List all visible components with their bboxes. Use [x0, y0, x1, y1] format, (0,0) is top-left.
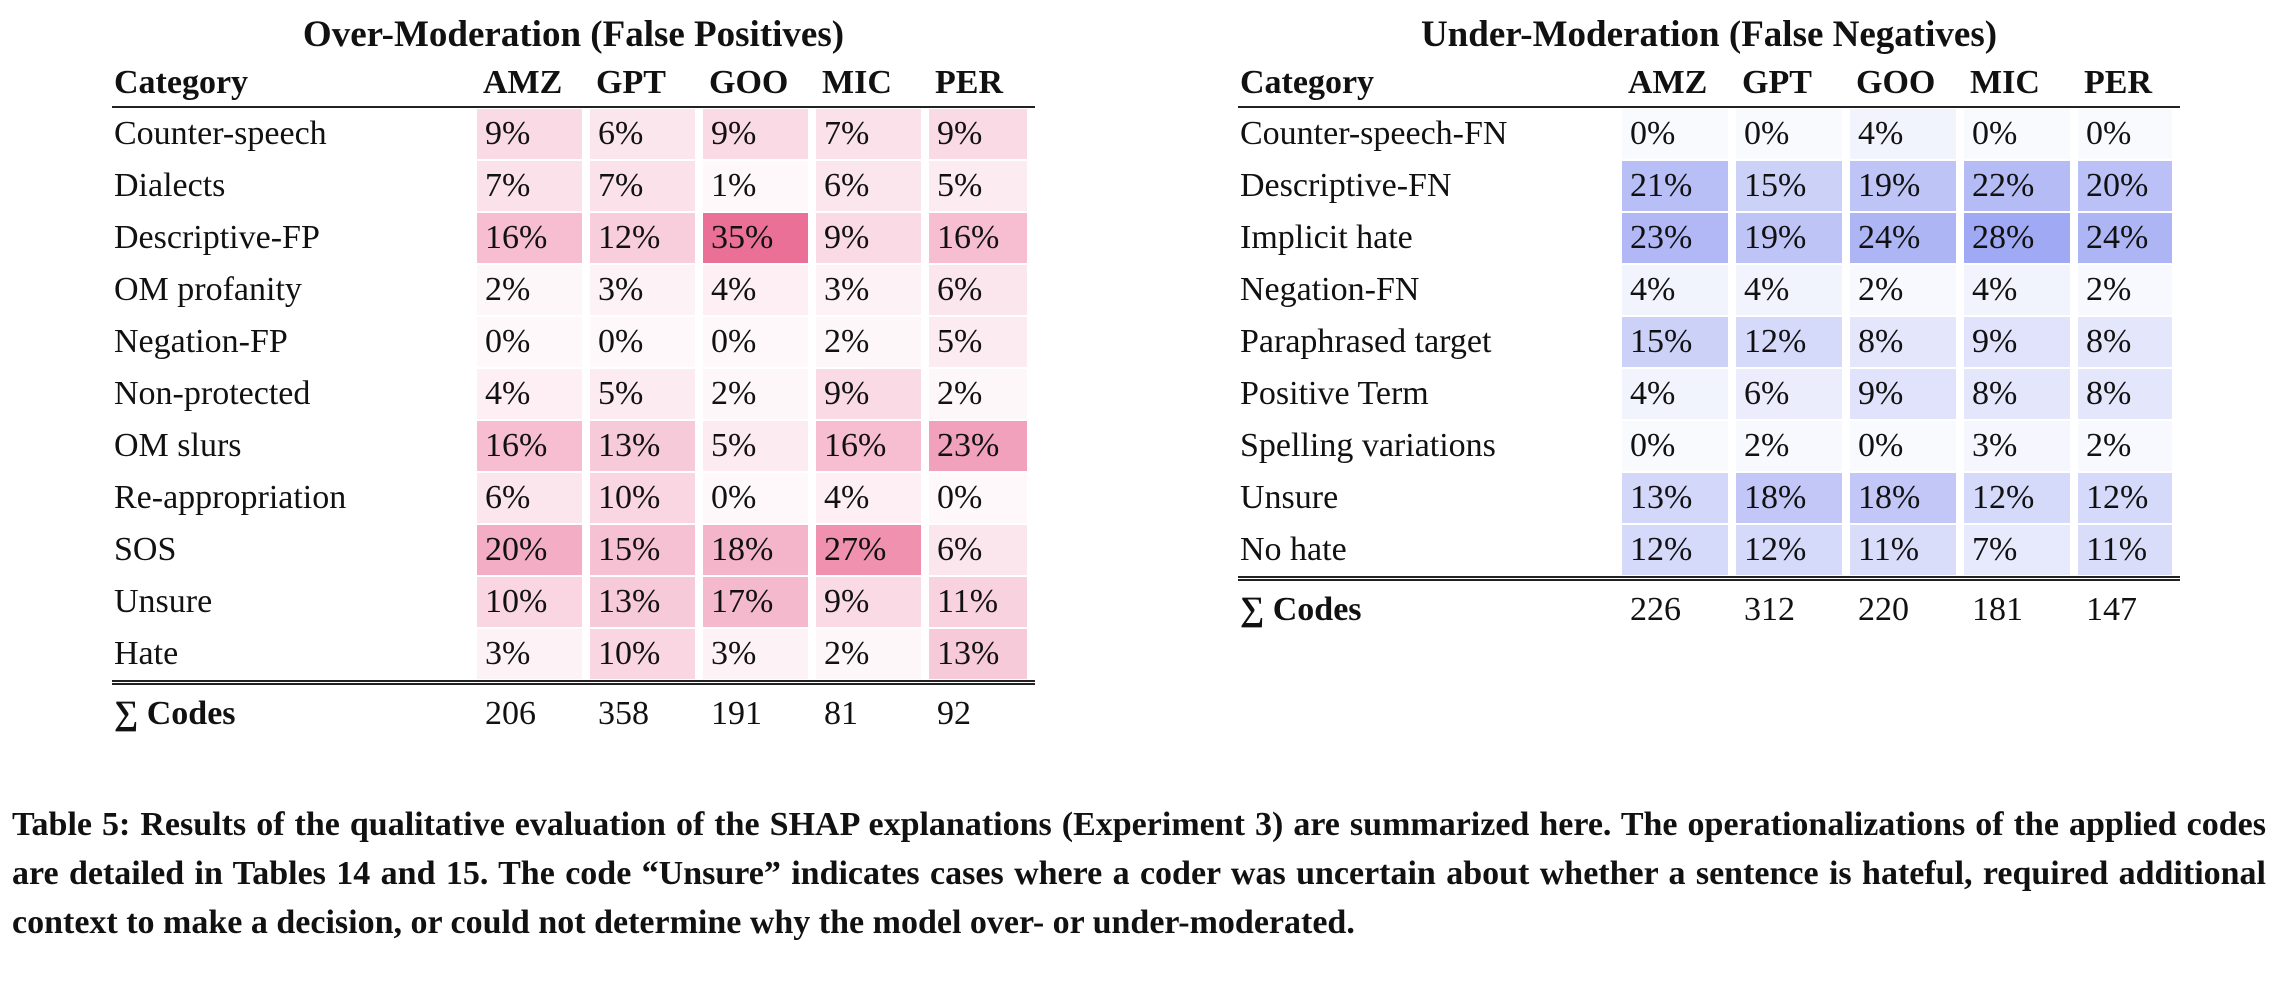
cell-amz [1622, 316, 1736, 368]
table-row [112, 524, 1035, 576]
header-mic: MIC [816, 58, 929, 108]
sum-mic [816, 680, 929, 743]
cell-value: 3% [1964, 421, 2070, 471]
cell-gpt [1736, 108, 1850, 160]
cell-value: 9% [477, 109, 582, 159]
cell-mic [816, 576, 929, 628]
cell-value: 10% [477, 577, 582, 627]
cell-goo [1850, 472, 1964, 524]
cell-amz [477, 368, 590, 420]
cell-value: 0% [1736, 109, 1842, 159]
cell-value: 0% [2078, 109, 2172, 159]
cell-value: 7% [590, 161, 695, 211]
under-moderation-title: Under-Moderation (False Negatives) [1420, 14, 1998, 55]
cell-value: 23% [1622, 213, 1728, 263]
cell-value: 8% [2078, 369, 2172, 419]
table-row [112, 576, 1035, 628]
table-row [1238, 368, 2180, 420]
cell-value: 4% [477, 369, 582, 419]
cell-value: 4% [1622, 265, 1728, 315]
cell-value: 11% [1850, 525, 1956, 575]
cell-value: 10% [590, 629, 695, 679]
cell-goo [1850, 316, 1964, 368]
row-category: Paraphrased target [1240, 323, 1492, 360]
row-category: OM profanity [114, 271, 302, 308]
cell-value: 21% [1622, 161, 1728, 211]
row-category: Spelling variations [1240, 427, 1496, 464]
cell-gpt [590, 576, 703, 628]
cell-mic [816, 368, 929, 420]
sum-value: 206 [485, 695, 536, 732]
table-row [1238, 264, 2180, 316]
cell-mic [1964, 472, 2078, 524]
table-row [112, 628, 1035, 680]
cell-amz [1622, 264, 1736, 316]
cell-value: 20% [477, 525, 582, 575]
cell-value: 4% [703, 265, 808, 315]
cell-mic [816, 316, 929, 368]
sum-gpt [1736, 576, 1850, 639]
cell-amz [477, 212, 590, 264]
cell-per [2078, 420, 2180, 472]
cell-value: 0% [703, 317, 808, 367]
cell-value: 16% [816, 421, 921, 471]
sum-value: 92 [937, 695, 971, 732]
header-gpt: GPT [1736, 58, 1850, 108]
cell-value: 11% [929, 577, 1027, 627]
cell-value: 0% [1622, 421, 1728, 471]
cell-value: 0% [703, 473, 808, 523]
sum-goo [1850, 576, 1964, 639]
cell-value: 2% [816, 317, 921, 367]
table-row [1238, 108, 2180, 160]
cell-amz [477, 160, 590, 212]
cell-goo [1850, 108, 1964, 160]
cell-per [929, 628, 1035, 680]
sum-goo [703, 680, 816, 743]
cell-value: 2% [816, 629, 921, 679]
header-goo: GOO [703, 58, 816, 108]
cell-value: 8% [2078, 317, 2172, 367]
cell-amz [477, 316, 590, 368]
cell-value: 2% [477, 265, 582, 315]
row-category: Negation-FN [1240, 271, 1420, 308]
cell-value: 5% [929, 317, 1027, 367]
cell-value: 24% [1850, 213, 1956, 263]
header-gpt: GPT [590, 58, 703, 108]
cell-value: 11% [2078, 525, 2172, 575]
sum-value: 181 [1972, 591, 2023, 628]
cell-per [929, 420, 1035, 472]
cell-amz [477, 628, 590, 680]
cell-gpt [590, 108, 703, 160]
under-moderation-panel [1238, 12, 2180, 639]
header-per: PER [929, 58, 1035, 108]
cell-goo [703, 420, 816, 472]
cell-gpt [590, 472, 703, 524]
cell-goo [1850, 524, 1964, 576]
cell-amz [477, 108, 590, 160]
cell-amz [477, 264, 590, 316]
cell-value: 6% [816, 161, 921, 211]
cell-gpt [590, 524, 703, 576]
cell-mic [816, 108, 929, 160]
cell-value: 0% [1850, 421, 1956, 471]
cell-gpt [1736, 524, 1850, 576]
cell-gpt [1736, 160, 1850, 212]
row-category: No hate [1240, 531, 1347, 568]
sum-per [929, 680, 1035, 743]
cell-value: 6% [1736, 369, 1842, 419]
sum-value: 220 [1858, 591, 1909, 628]
cell-amz [477, 576, 590, 628]
cell-value: 15% [1736, 161, 1842, 211]
header-amz: AMZ [477, 58, 590, 108]
cell-value: 12% [2078, 473, 2172, 523]
row-category: Re-appropriation [114, 479, 347, 516]
cell-goo [703, 160, 816, 212]
cell-value: 12% [590, 213, 695, 263]
cell-value: 13% [590, 421, 695, 471]
cell-amz [477, 524, 590, 576]
cell-goo [703, 576, 816, 628]
cell-value: 5% [929, 161, 1027, 211]
cell-amz [1622, 212, 1736, 264]
cell-mic [1964, 524, 2078, 576]
cell-goo [1850, 264, 1964, 316]
cell-value: 3% [477, 629, 582, 679]
sum-gpt [590, 680, 703, 743]
cell-per [2078, 264, 2180, 316]
header-category: Category [1238, 58, 1622, 108]
table-row [1238, 160, 2180, 212]
cell-mic [816, 212, 929, 264]
cell-gpt [1736, 472, 1850, 524]
header-category: Category [112, 58, 477, 108]
table-header-row [112, 58, 1035, 108]
cell-value: 16% [477, 421, 582, 471]
cell-goo [703, 472, 816, 524]
cell-per [2078, 212, 2180, 264]
cell-gpt [590, 368, 703, 420]
sum-value: 358 [598, 695, 649, 732]
cell-value: 7% [816, 109, 921, 159]
cell-mic [1964, 264, 2078, 316]
cell-value: 2% [1736, 421, 1842, 471]
cell-per [2078, 524, 2180, 576]
row-category: Non-protected [114, 375, 311, 412]
cell-value: 9% [703, 109, 808, 159]
cell-value: 4% [1736, 265, 1842, 315]
cell-goo [1850, 368, 1964, 420]
cell-mic [816, 160, 929, 212]
cell-mic [816, 472, 929, 524]
cell-value: 6% [477, 473, 582, 523]
row-category: Hate [114, 635, 179, 672]
table-row [1238, 472, 2180, 524]
cell-value: 10% [590, 473, 695, 523]
cell-value: 4% [1964, 265, 2070, 315]
cell-value: 15% [590, 525, 695, 575]
table-row [112, 160, 1035, 212]
table-row [112, 368, 1035, 420]
cell-value: 22% [1964, 161, 2070, 211]
cell-per [929, 316, 1035, 368]
over-moderation-panel [112, 12, 1035, 743]
cell-value: 5% [703, 421, 808, 471]
cell-per [929, 212, 1035, 264]
cell-value: 18% [1850, 473, 1956, 523]
row-category: Descriptive-FP [114, 219, 320, 256]
cell-per [929, 108, 1035, 160]
cell-value: 9% [816, 213, 921, 263]
cell-gpt [1736, 264, 1850, 316]
cell-amz [1622, 420, 1736, 472]
cell-mic [816, 524, 929, 576]
cell-mic [1964, 212, 2078, 264]
cell-gpt [1736, 316, 1850, 368]
row-category: Unsure [114, 583, 213, 620]
cell-gpt [590, 160, 703, 212]
cell-per [929, 160, 1035, 212]
sum-value: 226 [1630, 591, 1681, 628]
cell-value: 4% [816, 473, 921, 523]
cell-gpt [590, 420, 703, 472]
cell-amz [1622, 108, 1736, 160]
cell-amz [1622, 524, 1736, 576]
sum-codes-row [1238, 576, 2180, 639]
over-moderation-table [112, 58, 1035, 743]
cell-goo [703, 108, 816, 160]
table-row [1238, 212, 2180, 264]
cell-amz [1622, 472, 1736, 524]
cell-value: 13% [1622, 473, 1728, 523]
cell-value: 7% [1964, 525, 2070, 575]
cell-value: 0% [590, 317, 695, 367]
cell-gpt [590, 212, 703, 264]
sum-amz [1622, 576, 1736, 639]
cell-per [929, 264, 1035, 316]
cell-value: 19% [1736, 213, 1842, 263]
row-category: Negation-FP [114, 323, 288, 360]
table-row [112, 212, 1035, 264]
cell-per [2078, 368, 2180, 420]
sum-codes-label: ∑ Codes [1238, 576, 1622, 639]
row-category: Counter-speech-FN [1240, 115, 1508, 152]
cell-gpt [1736, 212, 1850, 264]
cell-value: 8% [1964, 369, 2070, 419]
cell-value: 28% [1964, 213, 2070, 263]
cell-gpt [590, 316, 703, 368]
cell-mic [816, 420, 929, 472]
cell-amz [1622, 368, 1736, 420]
cell-gpt [590, 264, 703, 316]
cell-value: 0% [477, 317, 582, 367]
sum-mic [1964, 576, 2078, 639]
header-goo: GOO [1850, 58, 1964, 108]
cell-goo [1850, 160, 1964, 212]
cell-gpt [1736, 420, 1850, 472]
cell-mic [1964, 420, 2078, 472]
cell-value: 13% [929, 629, 1027, 679]
sum-value: 147 [2086, 591, 2137, 628]
cell-value: 17% [703, 577, 808, 627]
cell-value: 2% [2078, 421, 2172, 471]
cell-value: 0% [1964, 109, 2070, 159]
cell-goo [703, 212, 816, 264]
cell-goo [703, 264, 816, 316]
header-mic: MIC [1964, 58, 2078, 108]
cell-value: 12% [1736, 317, 1842, 367]
cell-gpt [590, 628, 703, 680]
cell-mic [1964, 108, 2078, 160]
cell-value: 18% [1736, 473, 1842, 523]
cell-value: 6% [929, 265, 1027, 315]
cell-value: 0% [1622, 109, 1728, 159]
cell-value: 18% [703, 525, 808, 575]
row-category: Counter-speech [114, 115, 327, 152]
sum-value: 191 [711, 695, 762, 732]
table-header-row [1238, 58, 2180, 108]
cell-mic [816, 264, 929, 316]
cell-goo [1850, 212, 1964, 264]
cell-value: 0% [929, 473, 1027, 523]
cell-goo [703, 368, 816, 420]
sum-codes-row [112, 680, 1035, 743]
cell-value: 1% [703, 161, 808, 211]
row-category: Unsure [1240, 479, 1339, 516]
cell-value: 4% [1622, 369, 1728, 419]
cell-value: 23% [929, 421, 1027, 471]
table-row [1238, 524, 2180, 576]
cell-per [2078, 316, 2180, 368]
cell-goo [1850, 420, 1964, 472]
cell-per [2078, 108, 2180, 160]
cell-value: 24% [2078, 213, 2172, 263]
cell-per [929, 524, 1035, 576]
cell-per [929, 368, 1035, 420]
cell-mic [1964, 316, 2078, 368]
over-moderation-title: Over-Moderation (False Positives) [302, 14, 845, 55]
cell-value: 35% [703, 213, 808, 263]
cell-value: 12% [1622, 525, 1728, 575]
sum-value: 312 [1744, 591, 1795, 628]
cell-value: 7% [477, 161, 582, 211]
row-category: Implicit hate [1240, 219, 1413, 256]
row-category: OM slurs [114, 427, 242, 464]
row-category: Descriptive-FN [1240, 167, 1452, 204]
cell-value: 9% [816, 369, 921, 419]
cell-per [929, 472, 1035, 524]
cell-value: 3% [816, 265, 921, 315]
table-caption: Table 5: Results of the qualitative evaluation of the SHAP explanations (Experiment 3) are summarized here. The operationalizations of the applied codes are detailed in Tables 14 and 15. The code “Unsure” indicates cases where a coder was uncertain about whether a sentence is hateful, required additional context to make a decision, or could not determine why the model over- or under-moderated. [12, 806, 2266, 941]
cell-per [2078, 472, 2180, 524]
row-category: Dialects [114, 167, 226, 204]
table-row [112, 420, 1035, 472]
cell-value: 9% [1964, 317, 2070, 367]
cell-value: 4% [1850, 109, 1956, 159]
cell-value: 8% [1850, 317, 1956, 367]
cell-value: 6% [590, 109, 695, 159]
cell-value: 2% [703, 369, 808, 419]
cell-value: 3% [590, 265, 695, 315]
cell-amz [477, 420, 590, 472]
cell-mic [816, 628, 929, 680]
table-row [112, 264, 1035, 316]
cell-goo [703, 628, 816, 680]
cell-value: 2% [929, 369, 1027, 419]
cell-value: 15% [1622, 317, 1728, 367]
cell-value: 16% [929, 213, 1027, 263]
cell-value: 9% [816, 577, 921, 627]
cell-per [2078, 160, 2180, 212]
cell-value: 3% [703, 629, 808, 679]
cell-value: 2% [2078, 265, 2172, 315]
table-row [1238, 420, 2180, 472]
cell-value: 27% [816, 525, 921, 575]
cell-amz [1622, 160, 1736, 212]
cell-value: 5% [590, 369, 695, 419]
sum-value: 81 [824, 695, 858, 732]
table-row [112, 108, 1035, 160]
header-amz: AMZ [1622, 58, 1736, 108]
cell-amz [477, 472, 590, 524]
sum-amz [477, 680, 590, 743]
cell-value: 6% [929, 525, 1027, 575]
header-per: PER [2078, 58, 2180, 108]
cell-value: 9% [929, 109, 1027, 159]
cell-mic [1964, 160, 2078, 212]
table-row [112, 472, 1035, 524]
cell-goo [703, 524, 816, 576]
table-row [1238, 316, 2180, 368]
cell-goo [703, 316, 816, 368]
cell-value: 16% [477, 213, 582, 263]
table-row [112, 316, 1035, 368]
under-moderation-table [1238, 58, 2180, 639]
sum-codes-label: ∑ Codes [112, 680, 477, 743]
sum-per [2078, 576, 2180, 639]
cell-mic [1964, 368, 2078, 420]
row-category: SOS [114, 531, 177, 568]
cell-value: 13% [590, 577, 695, 627]
cell-value: 19% [1850, 161, 1956, 211]
cell-per [929, 576, 1035, 628]
row-category: Positive Term [1240, 375, 1429, 412]
cell-value: 12% [1736, 525, 1842, 575]
cell-value: 20% [2078, 161, 2172, 211]
cell-gpt [1736, 368, 1850, 420]
cell-value: 2% [1850, 265, 1956, 315]
cell-value: 12% [1964, 473, 2070, 523]
cell-value: 9% [1850, 369, 1956, 419]
